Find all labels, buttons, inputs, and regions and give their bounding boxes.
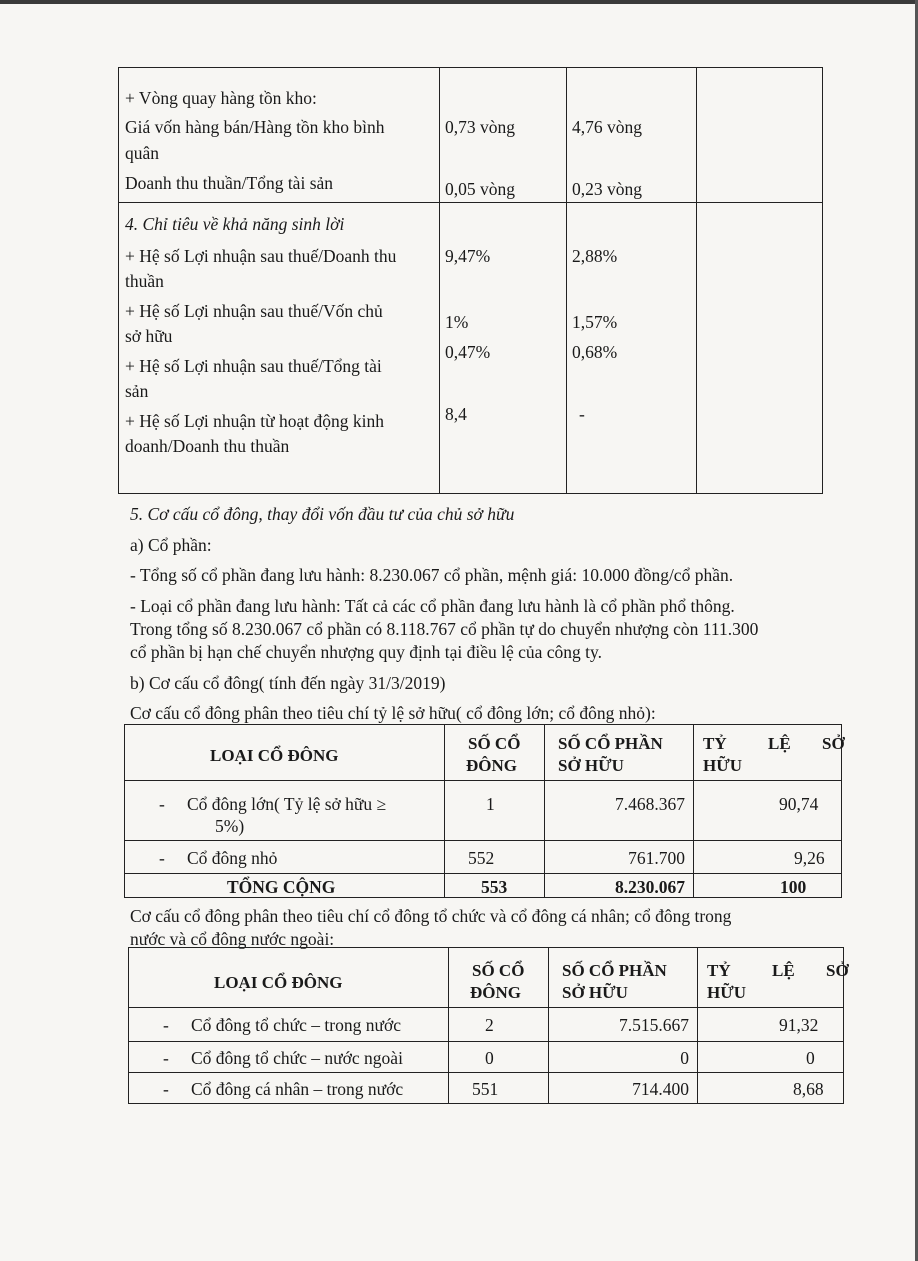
profit-label-cell	[119, 203, 440, 494]
ratio-4-label: + Hệ số Lợi nhuận từ hoạt động kinh	[125, 411, 384, 431]
header-count: SỐ CỔ	[472, 961, 525, 980]
ratio-1-prev: 9,47%	[445, 246, 491, 266]
row-shares: 714.400	[632, 1079, 689, 1099]
row-count-cell	[445, 781, 545, 841]
header-pct-cont: HỮU	[703, 756, 743, 775]
ratio-1-label-cont: thuần	[125, 271, 164, 291]
profit-curr-cell	[567, 203, 697, 494]
ratio-1-label: + Hệ số Lợi nhuận sau thuế/Doanh thu	[125, 246, 397, 266]
row-shares-cell	[545, 841, 694, 874]
row-pct: 0	[806, 1048, 815, 1068]
ratio-3-label-cont: sản	[125, 381, 149, 401]
ratio-4-prev: 8,4	[445, 404, 467, 424]
header-pct-a: TỶ	[703, 734, 727, 753]
header-shares: SỐ CỔ PHẦN	[562, 961, 667, 980]
row-pct: 91,32	[779, 1015, 819, 1035]
ratio-4-curr: -	[579, 404, 585, 424]
ratio-2-label: + Hệ số Lợi nhuận sau thuế/Vốn chủ	[125, 301, 383, 321]
row-dash: -	[163, 1048, 169, 1068]
row-count-cell	[449, 1008, 549, 1042]
header-count-cont: ĐÔNG	[470, 983, 521, 1002]
header-type: LOẠI CỔ ĐÔNG	[214, 973, 343, 992]
section-5-title: 5. Cơ cấu cổ đông, thay đổi vốn đầu tư của chủ sở hữu	[130, 504, 515, 524]
ratio-2-curr: 1,57%	[572, 312, 618, 332]
row-label: Cổ đông tổ chức – trong nước	[191, 1015, 401, 1035]
total-count-cell	[445, 874, 545, 898]
total-shares-cell	[545, 874, 694, 898]
row-label: Cổ đông cá nhân – trong nước	[191, 1079, 404, 1099]
total-label-cell	[125, 874, 445, 898]
row-count-cell	[445, 841, 545, 874]
ratio-2-label-cont: sở hữu	[125, 326, 173, 346]
section-a-line-1: - Tổng số cổ phần đang lưu hành: 8.230.067 cổ phần, mệnh giá: 10.000 đồng/cổ phần.	[130, 565, 734, 585]
section-a-line-4: cổ phần bị hạn chế chuyển nhượng quy định tại điều lệ của công ty.	[130, 642, 602, 662]
row-shares-cell	[549, 1073, 698, 1104]
ratio-3-curr: 0,68%	[572, 342, 618, 362]
total-pct: 100	[780, 877, 807, 897]
cogs-label-cont: quân	[125, 143, 160, 163]
row-pct-cell	[694, 841, 842, 874]
turnover-empty-cell	[697, 68, 823, 203]
profit-empty-cell	[697, 203, 823, 494]
total-label: TỔNG CỘNG	[227, 877, 336, 897]
row-count-cell	[449, 1073, 549, 1104]
header-count-cell	[445, 725, 545, 781]
row-label-cell	[129, 1042, 449, 1073]
row-count: 551	[472, 1079, 499, 1099]
row-label-cont: 5%)	[215, 816, 245, 836]
section-b-line-2: Cơ cấu cổ đông phân theo tiêu chí cổ đông tổ chức và cổ đông cá nhân; cổ đông trong	[130, 906, 732, 926]
header-shares-cell	[549, 948, 698, 1008]
section-a-line-2: - Loại cổ phần đang lưu hành: Tất cả các cổ phần đang lưu hành là cổ phần phổ thông.	[130, 596, 735, 616]
header-pct-cont: HỮU	[707, 983, 747, 1002]
row-pct: 9,26	[794, 848, 825, 868]
cogs-prev: 0,73 vòng	[445, 117, 515, 137]
row-dash: -	[159, 848, 165, 868]
header-pct-c: SỞ	[822, 734, 845, 753]
header-pct-c: SỞ	[826, 961, 849, 980]
ratio-1-curr: 2,88%	[572, 246, 618, 266]
total-row	[125, 874, 842, 898]
total-shares: 8.230.067	[615, 877, 685, 897]
row-count-cell	[449, 1042, 549, 1073]
row-shares: 761.700	[628, 848, 685, 868]
header-count: SỐ CỔ	[468, 734, 521, 753]
ratio-2-prev: 1%	[445, 312, 469, 332]
rev-assets-label: Doanh thu thuần/Tổng tài sản	[125, 173, 334, 193]
row-label: Cổ đông nhỏ	[187, 848, 278, 868]
table-row	[129, 1073, 844, 1104]
header-type-cell	[125, 725, 445, 781]
row-dash: -	[163, 1079, 169, 1099]
row-label: Cổ đông lớn( Tỷ lệ sở hữu ≥	[187, 794, 387, 814]
header-count-cell	[449, 948, 549, 1008]
header-type: LOẠI CỔ ĐÔNG	[210, 746, 339, 765]
row-shares: 0	[680, 1048, 689, 1068]
row-count: 1	[486, 794, 495, 814]
ratio-3-prev: 0,47%	[445, 342, 491, 362]
row-pct-cell	[698, 1042, 844, 1073]
header-pct-b: LỆ	[772, 961, 795, 980]
table-row	[129, 1008, 844, 1042]
header-pct-cell	[694, 725, 845, 781]
rev-assets-prev: 0,05 vòng	[445, 179, 515, 199]
profit-prev-cell	[440, 203, 567, 494]
cogs-curr: 4,76 vòng	[572, 117, 642, 137]
row-pct-cell	[694, 781, 842, 841]
shareholder-type-table	[128, 947, 849, 1104]
row-pct-cell	[698, 1008, 844, 1042]
row-pct-cell	[698, 1073, 844, 1104]
header-shares: SỐ CỔ PHẦN	[558, 734, 663, 753]
row-shares-cell	[549, 1042, 698, 1073]
row-shares: 7.468.367	[615, 794, 685, 814]
row-label-cell	[125, 841, 445, 874]
header-shares-cont: SỞ HỮU	[562, 983, 628, 1002]
section-b-line-3: nước và cổ đông nước ngoài:	[130, 929, 335, 949]
table-row	[125, 841, 842, 874]
header-pct-b: LỆ	[768, 734, 791, 753]
row-count: 552	[468, 848, 495, 868]
section-a-line-3: Trong tổng số 8.230.067 cổ phần có 8.118.767 cổ phần tự do chuyển nhượng còn 111.300	[130, 619, 759, 639]
section-b-line-1: Cơ cấu cổ đông phân theo tiêu chí tỷ lệ sở hữu( cổ đông lớn; cổ đông nhỏ):	[130, 703, 656, 723]
header-count-cont: ĐÔNG	[466, 756, 517, 775]
page-top-edge	[0, 0, 918, 4]
row-shares-cell	[545, 781, 694, 841]
turnover-curr-cell	[567, 68, 697, 203]
total-count: 553	[481, 877, 508, 897]
row-shares-cell	[549, 1008, 698, 1042]
turnover-prev-cell	[440, 68, 567, 203]
table-row	[129, 1042, 844, 1073]
header-shares-cont: SỞ HỮU	[558, 756, 624, 775]
row-label: Cổ đông tổ chức – nước ngoài	[191, 1048, 403, 1068]
row-dash: -	[163, 1015, 169, 1035]
section-a-title: a) Cổ phần:	[130, 535, 212, 555]
row-shares: 7.515.667	[619, 1015, 689, 1035]
ratio-4-label-cont: doanh/Doanh thu thuần	[125, 436, 290, 456]
turnover-header: + Vòng quay hàng tồn kho:	[125, 88, 317, 108]
header-pct-cell	[698, 948, 849, 1008]
turnover-label-cell	[119, 68, 440, 203]
row-label-cell	[129, 1008, 449, 1042]
row-count: 0	[485, 1048, 494, 1068]
cogs-label: Giá vốn hàng bán/Hàng tồn kho bình	[125, 117, 385, 137]
header-pct-a: TỶ	[707, 961, 731, 980]
row-pct: 90,74	[779, 794, 819, 814]
row-count: 2	[485, 1015, 494, 1035]
financial-ratio-table	[118, 67, 823, 494]
table-row	[125, 781, 842, 841]
rev-assets-curr: 0,23 vòng	[572, 179, 642, 199]
ratio-3-label: + Hệ số Lợi nhuận sau thuế/Tổng tài	[125, 356, 382, 376]
header-shares-cell	[545, 725, 694, 781]
row-pct: 8,68	[793, 1079, 824, 1099]
header-type-cell	[129, 948, 449, 1008]
profit-header: 4. Chỉ tiêu về khả năng sinh lời	[125, 214, 345, 234]
row-label-cell	[129, 1073, 449, 1104]
row-label-cell	[125, 781, 445, 841]
total-pct-cell	[694, 874, 842, 898]
shareholder-size-table	[124, 724, 845, 898]
section-b-title: b) Cơ cấu cổ đông( tính đến ngày 31/3/2019)	[130, 673, 446, 693]
row-dash: -	[159, 794, 165, 814]
